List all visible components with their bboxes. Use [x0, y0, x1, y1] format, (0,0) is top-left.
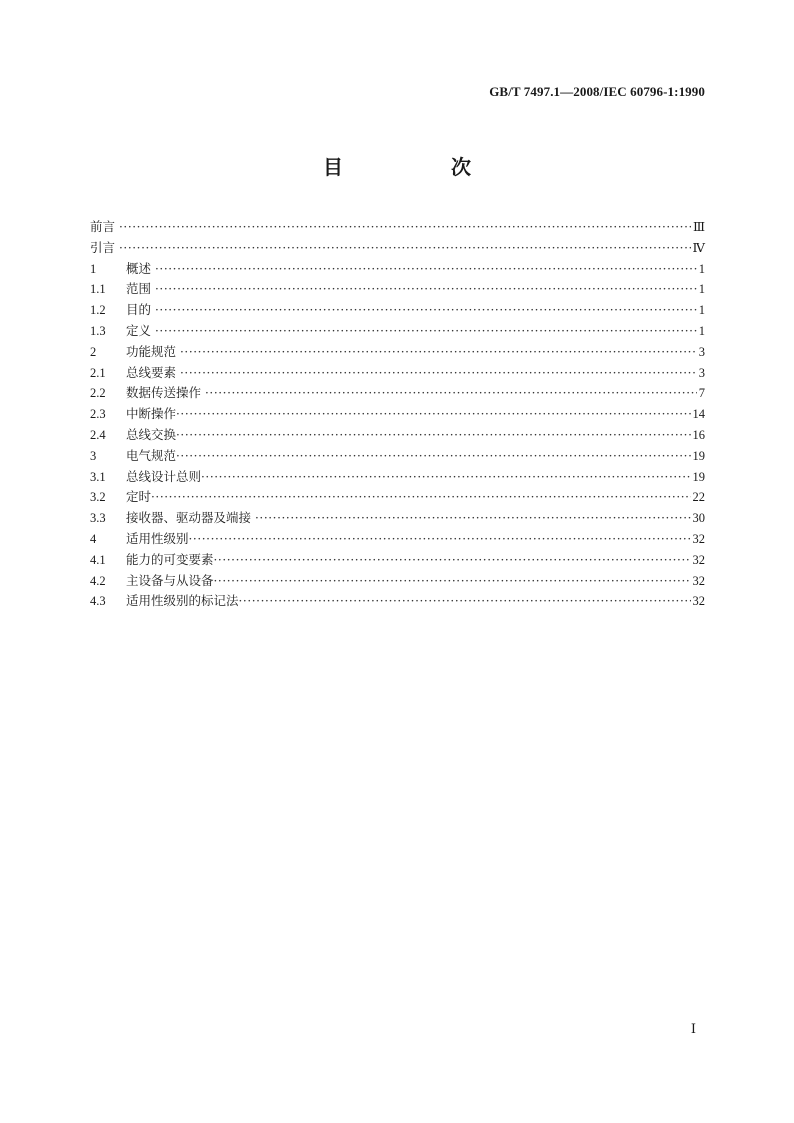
- toc-entry-page: 32: [692, 573, 705, 588]
- toc-entry-number: 3: [90, 448, 97, 463]
- toc-leader: [214, 574, 691, 588]
- toc-entry-number: 2.3: [90, 407, 106, 422]
- toc-entry-text: 主设备与从设备: [126, 572, 214, 588]
- toc-leader: [239, 594, 691, 608]
- toc-entry-1-2[interactable]: [90, 300, 705, 321]
- toc-entry-page: 30: [692, 511, 705, 526]
- page-title: 目 次: [323, 155, 515, 179]
- toc-entry-page: 16: [692, 427, 705, 442]
- toc-entry-number: 3.3: [90, 511, 106, 526]
- toc-entry-number: 1.3: [90, 323, 106, 338]
- toc-entry-3[interactable]: [90, 446, 705, 467]
- toc-entry-text: 定时: [126, 489, 152, 505]
- toc-entry-1[interactable]: [90, 259, 705, 280]
- toc-entry-2-2[interactable]: [90, 383, 705, 404]
- page-number: Ⅰ: [690, 1021, 696, 1036]
- toc-entry-text: 前言: [90, 219, 116, 234]
- toc-leader: [155, 262, 697, 276]
- toc-entry-number: 3.2: [90, 490, 106, 505]
- toc-entry-4-2[interactable]: [90, 571, 705, 592]
- toc-entry-page: Ⅲ: [692, 220, 705, 234]
- toc-entry-4-3[interactable]: [90, 591, 705, 612]
- toc-entry-number: 4: [90, 531, 97, 546]
- toc-entry-3-3[interactable]: [90, 508, 705, 529]
- toc-entry-text: 接收器、驱动器及端接: [126, 510, 252, 526]
- toc-leader: [176, 428, 690, 442]
- toc-entry-text: 电气规范: [126, 447, 177, 463]
- toc-entry-2[interactable]: [90, 342, 705, 363]
- toc-entry-4[interactable]: [90, 529, 705, 550]
- toc-leader: [176, 449, 690, 463]
- toc-entry-page: 3: [698, 365, 705, 380]
- toc-entry-number: 1.2: [90, 303, 106, 318]
- toc-entry-number: 4.1: [90, 552, 106, 567]
- toc-entry-text: 数据传送操作: [126, 385, 202, 401]
- toc-entry-page: 14: [692, 407, 705, 422]
- toc-entry-text: 总线要素: [126, 364, 177, 380]
- toc-leader: [205, 386, 697, 400]
- toc-leader: [155, 303, 697, 317]
- toc-entry-text: 中断操作: [126, 406, 177, 422]
- toc-entry-page: 1: [698, 282, 705, 297]
- toc-leader: [119, 241, 690, 255]
- toc-entry-page: 32: [692, 531, 705, 546]
- toc-entry-page: 7: [698, 386, 705, 401]
- toc-entry-page: 1: [698, 261, 705, 276]
- standard-code: GB/T 7497.1—2008/IEC 60796-1:1990: [489, 84, 705, 99]
- toc-leader: [119, 220, 691, 234]
- toc-entry-page: 32: [692, 552, 705, 567]
- toc-entry-number: 4.2: [90, 573, 106, 588]
- toc-entry-text: 定义: [126, 322, 152, 338]
- toc-entry-text: 能力的可变要素: [126, 551, 214, 567]
- toc-entry-3-1[interactable]: [90, 467, 705, 488]
- toc-entry-2-3[interactable]: [90, 404, 705, 425]
- toc-entry-page: 22: [692, 490, 705, 505]
- toc-leader: [201, 470, 690, 484]
- toc-leader: [189, 532, 691, 546]
- toc-entry-page: 19: [692, 469, 705, 484]
- toc-entry-page: 19: [692, 448, 705, 463]
- toc-entry-text: 总线交换: [126, 426, 177, 442]
- toc-leader: [180, 366, 697, 380]
- table-of-contents: [90, 217, 705, 612]
- toc-entry-page: 3: [698, 344, 705, 359]
- toc-leader: [214, 553, 691, 567]
- toc-entry-text: 适用性级别: [126, 530, 189, 546]
- toc-entry-number: 4.3: [90, 594, 106, 609]
- toc-entry-page: 1: [698, 323, 705, 338]
- toc-entry-1-3[interactable]: [90, 321, 705, 342]
- toc-leader: [176, 407, 690, 421]
- toc-leader: [255, 511, 690, 525]
- toc-entry-page: Ⅳ: [692, 240, 705, 255]
- toc-leader: [151, 490, 690, 504]
- toc-leader: [180, 345, 697, 359]
- toc-entry-number: 2: [90, 344, 97, 359]
- toc-entry-text: 适用性级别的标记法: [126, 593, 239, 609]
- toc-entry-text: 概述: [126, 260, 152, 276]
- toc-entry-number: 2.4: [90, 427, 106, 442]
- toc-entry-4-1[interactable]: [90, 550, 705, 571]
- toc-entry-page: 32: [692, 594, 705, 609]
- toc-entry-number: 1: [90, 261, 97, 276]
- toc-entry-page: 1: [698, 303, 705, 318]
- toc-entry-2-1[interactable]: [90, 363, 705, 384]
- toc-leader: [155, 282, 697, 296]
- toc-entry-text: 引言: [90, 239, 116, 255]
- toc-entry-number: 1.1: [90, 282, 106, 297]
- toc-entry-2-4[interactable]: [90, 425, 705, 446]
- toc-entry-number: 2.1: [90, 365, 106, 380]
- toc-entry-1-1[interactable]: [90, 279, 705, 300]
- toc-entry-text: 功能规范: [126, 343, 177, 359]
- toc-entry-text: 目的: [126, 302, 152, 318]
- toc-entry-foreword[interactable]: [90, 217, 705, 238]
- toc-entry-3-2[interactable]: [90, 487, 705, 508]
- toc-entry-introduction[interactable]: [90, 238, 705, 259]
- toc-entry-number: 3.1: [90, 469, 106, 484]
- toc-entry-text: 范围: [126, 281, 152, 297]
- toc-leader: [155, 324, 697, 338]
- toc-entry-text: 总线设计总则: [126, 468, 202, 484]
- toc-entry-number: 2.2: [90, 386, 106, 401]
